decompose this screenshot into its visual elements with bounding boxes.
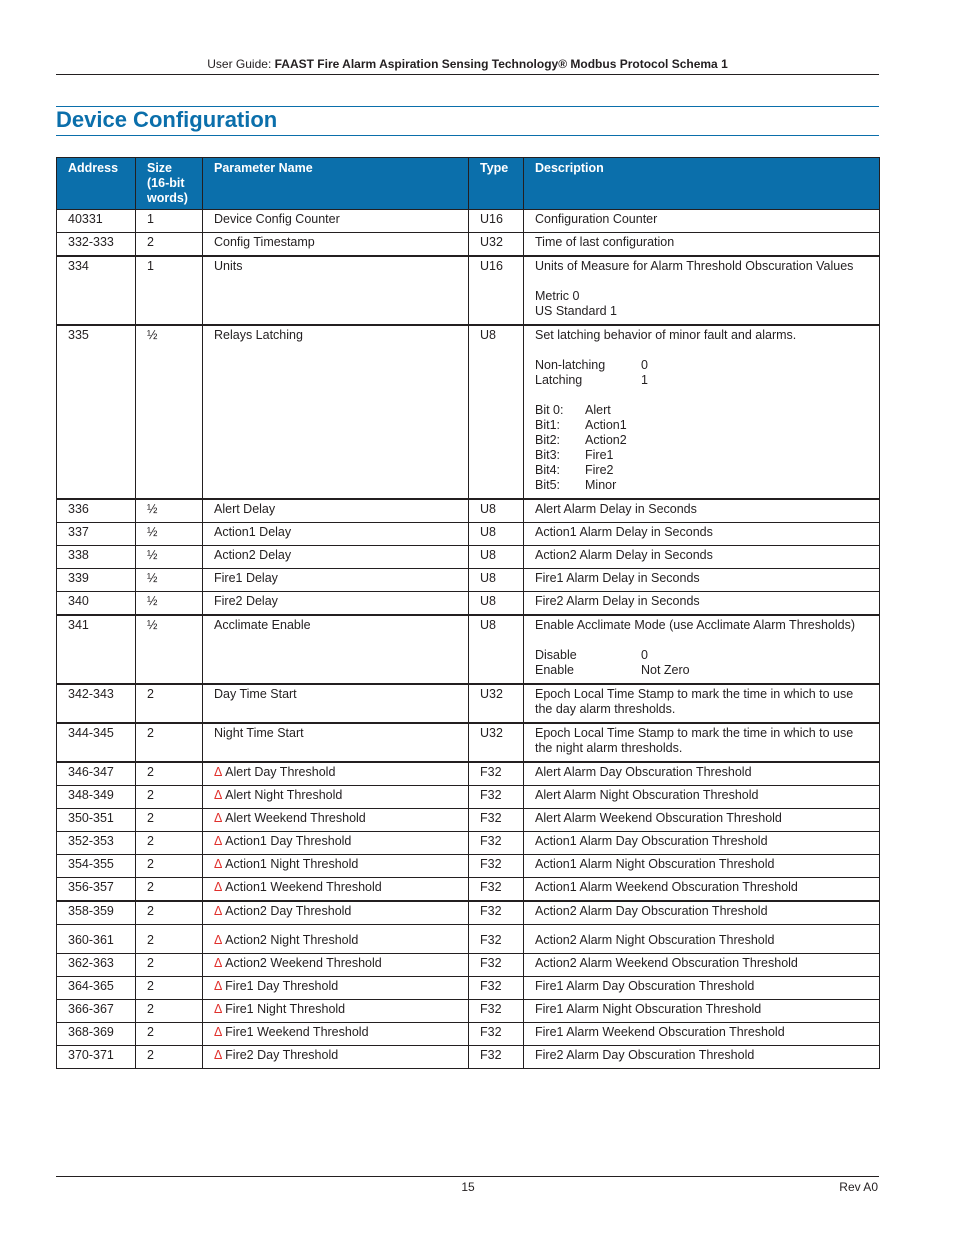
type-cell: U8 (469, 523, 524, 546)
description-cell (524, 1023, 880, 1046)
table-row (57, 684, 880, 723)
delta-icon: Δ (214, 811, 222, 825)
table-row (57, 546, 880, 569)
table-row (57, 809, 880, 832)
bit-meaning: Alert (585, 403, 611, 417)
type-cell: U32 (469, 684, 524, 723)
bit-label: Bit3: (535, 448, 561, 462)
address-cell: 358-359 (57, 901, 136, 925)
table-row (57, 592, 880, 616)
type-cell: F32 (469, 809, 524, 832)
table-row (57, 762, 880, 786)
delta-icon: Δ (214, 979, 222, 993)
col-header-description: Description (524, 158, 880, 210)
size-cell: 2 (136, 233, 203, 257)
description-text: Time of last configuration (535, 235, 675, 249)
description-text: Fire1 Alarm Delay in Seconds (535, 571, 700, 585)
col-header-type: Type (469, 158, 524, 210)
type-cell: F32 (469, 1023, 524, 1046)
size-cell: 1 (136, 256, 203, 325)
table-row (57, 615, 880, 684)
parameter-name: Fire1 Night Threshold (225, 1002, 346, 1016)
value-option (535, 358, 868, 373)
address-cell: 346-347 (57, 762, 136, 786)
parameter-name-cell (203, 569, 469, 592)
address-cell: 362-363 (57, 954, 136, 977)
table-header-row (57, 158, 880, 210)
size-cell: ½ (136, 325, 203, 499)
parameter-name: Alert Night Threshold (225, 788, 343, 802)
description-text: Units of Measure for Alarm Threshold Obscuration Values (535, 259, 854, 273)
description-cell (524, 256, 880, 325)
type-cell: U32 (469, 233, 524, 257)
address-cell: 338 (57, 546, 136, 569)
description-option: US Standard 1 (535, 304, 617, 318)
bit-label: Bit5: (535, 478, 561, 492)
address-cell: 348-349 (57, 786, 136, 809)
table-row (57, 569, 880, 592)
type-cell: F32 (469, 954, 524, 977)
table-row (57, 878, 880, 902)
parameter-name: Relays Latching (214, 328, 303, 342)
type-cell: U8 (469, 615, 524, 684)
parameter-name: Action2 Night Threshold (225, 933, 359, 947)
parameter-name: Device Config Counter (214, 212, 340, 226)
description-text: Action2 Alarm Night Obscuration Threshold (535, 933, 775, 947)
parameter-name: Action2 Delay (214, 548, 292, 562)
parameter-name: Action2 Day Threshold (225, 904, 352, 918)
size-cell: 2 (136, 809, 203, 832)
type-cell: U8 (469, 325, 524, 499)
size-cell: 2 (136, 723, 203, 762)
description-cell (524, 210, 880, 233)
parameter-name: Units (214, 259, 243, 273)
description-text: Alert Alarm Day Obscuration Threshold (535, 765, 752, 779)
parameter-name: Action1 Delay (214, 525, 292, 539)
description-text: Fire1 Alarm Night Obscuration Threshold (535, 1002, 762, 1016)
table-row (57, 210, 880, 233)
table-row (57, 832, 880, 855)
delta-icon: Δ (214, 1025, 222, 1039)
size-cell: 2 (136, 1000, 203, 1023)
description-cell (524, 954, 880, 977)
description-text: Alert Alarm Night Obscuration Threshold (535, 788, 759, 802)
size-cell: 2 (136, 878, 203, 902)
type-cell: F32 (469, 1000, 524, 1023)
type-cell: U8 (469, 592, 524, 616)
table-row (57, 723, 880, 762)
parameter-name: Alert Weekend Threshold (225, 811, 366, 825)
parameter-name-cell (203, 832, 469, 855)
parameter-name-cell (203, 615, 469, 684)
table-row (57, 523, 880, 546)
table-body (57, 210, 880, 1069)
type-cell: F32 (469, 855, 524, 878)
parameter-name-cell (203, 977, 469, 1000)
option-value: 1 (641, 373, 648, 387)
parameter-name-cell (203, 1023, 469, 1046)
description-text: Epoch Local Time Stamp to mark the time in which to use the day alarm thresholds. (535, 687, 854, 716)
size-cell: ½ (136, 592, 203, 616)
parameter-name-cell (203, 1046, 469, 1069)
bit-definition (535, 463, 868, 478)
description-text: Set latching behavior of minor fault and alarms. (535, 328, 797, 342)
table-row (57, 925, 880, 954)
parameter-name: Action1 Day Threshold (225, 834, 352, 848)
type-cell: U8 (469, 499, 524, 523)
parameter-name: Alert Day Threshold (225, 765, 336, 779)
bit-meaning: Action2 (585, 433, 627, 447)
col-header-parameter-name: Parameter Name (203, 158, 469, 210)
parameter-name-cell (203, 925, 469, 954)
size-cell: 2 (136, 977, 203, 1000)
col-header-size: Size (16-bit words) (136, 158, 203, 210)
parameter-name: Fire2 Day Threshold (225, 1048, 339, 1062)
description-cell (524, 1000, 880, 1023)
address-cell: 354-355 (57, 855, 136, 878)
footer-rule (56, 1176, 879, 1177)
description-text: Action1 Alarm Weekend Obscuration Threshold (535, 880, 798, 894)
description-text: Fire2 Alarm Day Obscuration Threshold (535, 1048, 755, 1062)
option-label: Latching (535, 373, 583, 387)
bit-label: Bit1: (535, 418, 561, 432)
bit-meaning: Fire2 (585, 463, 614, 477)
option-label: Non-latching (535, 358, 606, 372)
option-value: 0 (641, 648, 648, 662)
table-row (57, 499, 880, 523)
table-row (57, 1046, 880, 1069)
description-text: Epoch Local Time Stamp to mark the time in which to use the night alarm thresholds. (535, 726, 854, 755)
delta-icon: Δ (214, 857, 222, 871)
size-cell: 2 (136, 901, 203, 925)
delta-icon: Δ (214, 880, 222, 894)
address-cell: 339 (57, 569, 136, 592)
option-value: 0 (641, 358, 648, 372)
address-cell: 334 (57, 256, 136, 325)
description-cell (524, 901, 880, 925)
size-cell: ½ (136, 523, 203, 546)
parameter-name-cell (203, 786, 469, 809)
type-cell: F32 (469, 832, 524, 855)
type-cell: F32 (469, 878, 524, 902)
address-cell: 335 (57, 325, 136, 499)
address-cell: 337 (57, 523, 136, 546)
bit-definition (535, 448, 868, 463)
type-cell: F32 (469, 786, 524, 809)
delta-icon: Δ (214, 765, 222, 779)
bit-definition (535, 403, 868, 418)
description-text: Fire2 Alarm Delay in Seconds (535, 594, 700, 608)
description-cell (524, 786, 880, 809)
value-option (535, 663, 868, 678)
parameter-name-cell (203, 523, 469, 546)
bit-label: Bit2: (535, 433, 561, 447)
description-text: Action1 Alarm Delay in Seconds (535, 525, 713, 539)
parameter-name-cell (203, 684, 469, 723)
size-cell: 2 (136, 786, 203, 809)
table-row (57, 901, 880, 925)
parameter-name-cell (203, 256, 469, 325)
type-cell: F32 (469, 925, 524, 954)
parameter-name-cell (203, 1000, 469, 1023)
parameter-name: Fire2 Delay (214, 594, 278, 608)
description-cell (524, 1046, 880, 1069)
parameter-name-cell (203, 855, 469, 878)
size-cell: ½ (136, 546, 203, 569)
description-cell (524, 592, 880, 616)
address-cell: 368-369 (57, 1023, 136, 1046)
revision-label: Rev A0 (839, 1180, 878, 1194)
description-cell (524, 925, 880, 954)
delta-icon: Δ (214, 956, 222, 970)
size-cell: 2 (136, 762, 203, 786)
size-cell: 2 (136, 954, 203, 977)
size-cell: ½ (136, 499, 203, 523)
description-cell (524, 723, 880, 762)
type-cell: F32 (469, 762, 524, 786)
parameter-name: Day Time Start (214, 687, 297, 701)
parameter-name-cell (203, 723, 469, 762)
parameter-name-cell (203, 233, 469, 257)
register-table (56, 157, 880, 1069)
type-cell: F32 (469, 901, 524, 925)
page-number: 15 (461, 1180, 475, 1194)
parameter-name: Fire1 Day Threshold (225, 979, 339, 993)
header-rule (56, 74, 879, 75)
parameter-name: Acclimate Enable (214, 618, 311, 632)
description-cell (524, 615, 880, 684)
address-cell: 370-371 (57, 1046, 136, 1069)
description-cell (524, 878, 880, 902)
col-header-address: Address (57, 158, 136, 210)
option-label: Enable (535, 663, 574, 677)
description-text: Fire1 Alarm Weekend Obscuration Threshold (535, 1025, 785, 1039)
type-cell: U8 (469, 546, 524, 569)
delta-icon: Δ (214, 933, 222, 947)
address-cell: 40331 (57, 210, 136, 233)
description-text: Configuration Counter (535, 212, 658, 226)
value-option (535, 373, 868, 388)
description-text: Action2 Alarm Weekend Obscuration Threshold (535, 956, 798, 970)
type-cell: U16 (469, 256, 524, 325)
address-cell: 350-351 (57, 809, 136, 832)
description-text: Fire1 Alarm Day Obscuration Threshold (535, 979, 755, 993)
parameter-name: Action1 Night Threshold (225, 857, 359, 871)
type-cell: F32 (469, 1046, 524, 1069)
page-title: Device Configuration (56, 107, 278, 132)
delta-icon: Δ (214, 904, 222, 918)
description-cell (524, 546, 880, 569)
parameter-name-cell (203, 878, 469, 902)
address-cell: 336 (57, 499, 136, 523)
description-text: Action2 Alarm Delay in Seconds (535, 548, 713, 562)
size-cell: 1 (136, 210, 203, 233)
description-cell (524, 832, 880, 855)
description-cell (524, 855, 880, 878)
table-row (57, 977, 880, 1000)
description-cell (524, 684, 880, 723)
bit-meaning: Minor (585, 478, 617, 492)
parameter-name-cell (203, 901, 469, 925)
description-cell (524, 569, 880, 592)
delta-icon: Δ (214, 1048, 222, 1062)
size-cell: 2 (136, 855, 203, 878)
running-header (56, 57, 879, 71)
address-cell: 356-357 (57, 878, 136, 902)
bit-definition (535, 418, 868, 433)
header-prefix: User Guide: (207, 57, 275, 71)
size-cell: 2 (136, 1023, 203, 1046)
address-cell: 366-367 (57, 1000, 136, 1023)
size-cell: ½ (136, 569, 203, 592)
address-cell: 360-361 (57, 925, 136, 954)
description-cell (524, 233, 880, 257)
option-label: Disable (535, 648, 577, 662)
parameter-name: Night Time Start (214, 726, 304, 740)
title-rule-bottom (56, 135, 879, 136)
parameter-name-cell (203, 592, 469, 616)
table-row (57, 954, 880, 977)
size-cell: 2 (136, 1046, 203, 1069)
address-cell: 364-365 (57, 977, 136, 1000)
option-value: Not Zero (641, 663, 690, 677)
description-cell (524, 523, 880, 546)
description-cell (524, 499, 880, 523)
bit-meaning: Action1 (585, 418, 627, 432)
parameter-name-cell (203, 809, 469, 832)
table-row (57, 233, 880, 257)
address-cell: 344-345 (57, 723, 136, 762)
parameter-name-cell (203, 210, 469, 233)
size-cell: ½ (136, 615, 203, 684)
description-cell (524, 809, 880, 832)
size-cell: 2 (136, 925, 203, 954)
description-option: Metric 0 (535, 289, 580, 303)
table-row (57, 325, 880, 499)
parameter-name-cell (203, 954, 469, 977)
parameter-name: Action2 Weekend Threshold (225, 956, 382, 970)
description-cell (524, 977, 880, 1000)
bit-label: Bit4: (535, 463, 561, 477)
delta-icon: Δ (214, 788, 222, 802)
bit-meaning: Fire1 (585, 448, 614, 462)
description-text: Action1 Alarm Night Obscuration Threshold (535, 857, 775, 871)
value-option (535, 648, 868, 663)
bit-definition (535, 478, 868, 493)
parameter-name: Config Timestamp (214, 235, 315, 249)
table-row (57, 786, 880, 809)
description-cell (524, 325, 880, 499)
parameter-name: Fire1 Delay (214, 571, 278, 585)
address-cell: 352-353 (57, 832, 136, 855)
parameter-name-cell (203, 499, 469, 523)
size-cell: 2 (136, 684, 203, 723)
type-cell: F32 (469, 977, 524, 1000)
table-row (57, 1000, 880, 1023)
header-title: FAAST Fire Alarm Aspiration Sensing Technology® Modbus Protocol Schema 1 (274, 57, 728, 71)
description-text: Enable Acclimate Mode (use Acclimate Alarm Thresholds) (535, 618, 856, 632)
parameter-name: Alert Delay (214, 502, 276, 516)
address-cell: 341 (57, 615, 136, 684)
table-row (57, 1023, 880, 1046)
table-row (57, 855, 880, 878)
parameter-name-cell (203, 762, 469, 786)
description-text: Action1 Alarm Day Obscuration Threshold (535, 834, 768, 848)
description-text: Alert Alarm Delay in Seconds (535, 502, 697, 516)
type-cell: U16 (469, 210, 524, 233)
description-cell (524, 762, 880, 786)
delta-icon: Δ (214, 834, 222, 848)
description-text: Action2 Alarm Day Obscuration Threshold (535, 904, 768, 918)
type-cell: U8 (469, 569, 524, 592)
parameter-name-cell (203, 546, 469, 569)
parameter-name: Fire1 Weekend Threshold (225, 1025, 369, 1039)
parameter-name-cell (203, 325, 469, 499)
description-text: Alert Alarm Weekend Obscuration Threshold (535, 811, 782, 825)
type-cell: U32 (469, 723, 524, 762)
size-cell: 2 (136, 832, 203, 855)
bit-label: Bit 0: (535, 403, 564, 417)
address-cell: 340 (57, 592, 136, 616)
address-cell: 332-333 (57, 233, 136, 257)
table-row (57, 256, 880, 325)
bit-definition (535, 433, 868, 448)
delta-icon: Δ (214, 1002, 222, 1016)
parameter-name: Action1 Weekend Threshold (225, 880, 382, 894)
address-cell: 342-343 (57, 684, 136, 723)
